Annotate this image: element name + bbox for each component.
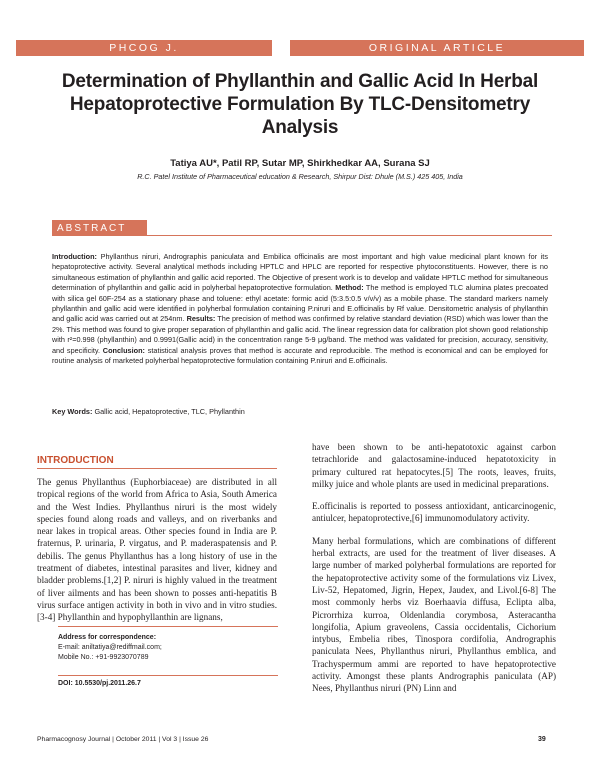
correspondence-email: E-mail: aniltatiya@rediffmail.com;: [58, 644, 162, 651]
keywords: [52, 407, 548, 416]
abstract-conclusion-text: statistical analysis proves that method is accurate and reproducible. The method is economical and can be employed for routine analysis of marketed polyherbal hepatoprotective formulation containing P.niruri and E.officinalis.: [52, 345, 548, 366]
keywords-label: Key Words:: [52, 407, 93, 416]
intro-paragraph-3: E.officinalis is reported to possess antioxidant, anticarcinogenic, antiulcer, hepatoprotective,[6] immunomodulatory activity.: [312, 501, 556, 524]
footer-citation: Pharmacognosy Journal | October 2011 | Vol 3 | Issue 26: [37, 736, 209, 743]
correspondence-mobile: Mobile No.: +91-9923070789: [58, 654, 149, 661]
abstract-method-label: Method:: [335, 283, 364, 293]
article-type-tag: ORIGINAL ARTICLE: [290, 40, 584, 56]
introduction-divider: [37, 468, 277, 469]
affiliation: R.C. Patel Institute of Pharmaceutical education & Research, Shirpur Dist: Dhule (M.S.) 425 405, India: [137, 172, 463, 181]
intro-paragraph-4: Many herbal formulations, which are combinations of different herbal extracts, are used for the treatment of liver diseases. A large number of marked polyherbal formulations are reported for the hepatoprotective activity some of the formulations viz Livex, Liv-52, Hepatomed, Jigrin, Hepex, Jaudex, and Livol.[6-8] The most commonly herbs viz Boerhaavia diffusa, Eclipta alba, Picrorrhiza kurroa, Oldenlandia corymbosa, Asteracantha longifolia, Apium graveolens, Cassia occidentalis, Cichorium intybus, Embelia ribes, Tinospora cordifolia, Andrographis paniculata Nees, Phyllanthus niruri, Phyllanthus emblica, and Trachyspermum ammi are reported to have hepatoprotective activity. Amongst these plants Andrographis paniculata (AP) Nees, Phyllanthus niruri (PN) Linn and: [312, 535, 556, 694]
abstract-results-label: Results:: [186, 314, 216, 324]
doi: DOI: 10.5530/pj.2011.26.7: [58, 680, 141, 687]
abstract-intro-text: Phyllanthus niruri, Andrographis paniculata and Embilica officinalis are most important and high value medicinal plant known for its hepatoprotective activity. Several analytical methods including HPTLC and HPLC are reported for respective phytoconstituents. However, there is no simultaneous estimation of phyllanthin and gallic acid reported. The Objective of present work is to develop and validate HPTLC method for simultaneous determination of phyllanthin and gallic acid in polyherbal hepatoprotective formulation.: [52, 252, 548, 293]
abstract-conclusion-label: Conclusion:: [102, 345, 145, 355]
introduction-heading: INTRODUCTION: [37, 455, 114, 466]
correspondence-box: [58, 626, 278, 663]
abstract-body: [52, 252, 548, 366]
abstract-method-text: The method is employed TLC alumina plates precoated with silica gel 60F-254 as a stationary phase and toluene: ethyl acetate: formic acid (5:3.5:0.5 v/v/v) as a mobile phase. The standard markers namely phyllanthin and gallic acid were identified in polyherbal formulation containing P.niruri and E.officinalis by Rf value. Densitometric analysis of phyllanthin and gallic acid was carried out at 254nm.: [52, 283, 548, 324]
authors: Tatiya AU*, Patil RP, Sutar MP, Shirkhedkar AA, Surana SJ: [170, 158, 430, 169]
article-title: Determination of Phyllanthin and Gallic Acid In Herbal Hepatoprotective Formulation By TLC-Densitometry Analysis: [61, 71, 539, 138]
abstract-results-text: The precision of method was confirmed by relative standard deviation (RSD) which was lower than the 2%. This method was found to give proper separation of phyllanthin and gallic acid. The linear regression data for calibration plot shown good relationship with r²=0.998 (phyllanthin) and 0.9991(Gallic acid) in the concentration range 5-9 μg/band. The method was validated for precision, accuracy, sensitivity, and specificity.: [52, 314, 549, 355]
journal-tag: PHCOG J.: [16, 40, 272, 56]
keywords-text: Gallic acid, Hepatoprotective, TLC, Phyllanthin: [92, 407, 245, 416]
intro-left-column: [37, 476, 277, 634]
intro-right-column: [312, 441, 556, 705]
doi-divider: [58, 675, 278, 676]
intro-paragraph-2: have been shown to be anti-hepatotoxic against carbon tetrachloride and galactosamine-induced hepatotoxicity in primary cultured rat hepatocytes.[5] The roots, leaves, fruits, milky juice and whole plants are used in medicinal preparations.: [312, 442, 556, 489]
abstract-divider: [52, 235, 552, 236]
intro-paragraph-1: The genus Phyllanthus (Euphorbiaceae) are distributed in all tropical regions of the world from Africa to Asia, South America and the West Indies. Phyllanthus niruri is the most widely species found along roads and valleys, and on riverbanks and near lakes in tropical areas. Other species found in India are P. fraternus, P. urinaria, P. virgatus, and P. maderaspatensis and P. debilis. The genus Phyllanthus has a long history of use in the treatment of diabetes, intestinal parasites and liver, kidney and bladder problems.[1,2] P. niruri is highly valued in the treatment of liver ailments and has been shown to posses anti-hepatitis B virus surface antigen activity in both in vivo and in vitro studies.[3-4] Phyllanthin and hypophyllanthin are lignans,: [37, 477, 277, 623]
page-number: 39: [538, 736, 546, 743]
abstract-heading: ABSTRACT: [52, 220, 147, 236]
abstract-intro-label: Introduction:: [52, 252, 97, 261]
correspondence-label: Address for correspondence:: [58, 634, 157, 641]
